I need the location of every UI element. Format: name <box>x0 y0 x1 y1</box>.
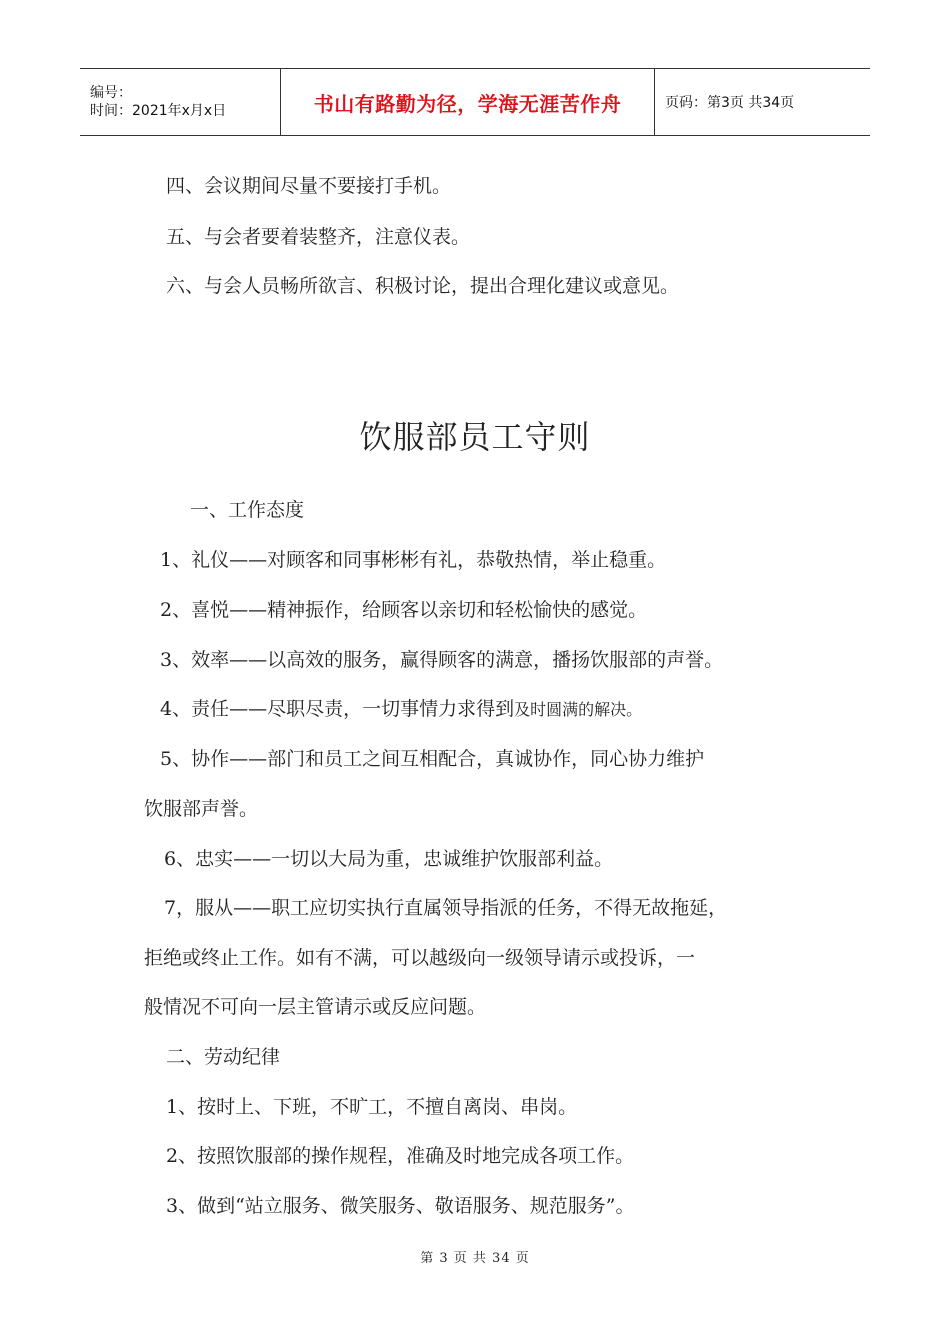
rule-line: 5、协作——部门和员工之间互相配合，真诚协作，同心协力维护 <box>160 748 705 770</box>
rule-line: 2、喜悦——精神振作，给顾客以亲切和轻松愉快的感觉。 <box>160 599 648 621</box>
document-title: 饮服部员工守则 <box>359 418 591 456</box>
paragraph-line: 四、会议期间尽量不要接打手机。 <box>166 175 452 197</box>
header-page-info-cell <box>655 69 870 135</box>
header-page-info: 页码：第3页 共34页 <box>665 95 795 111</box>
rule-line: 1、按时上、下班，不旷工，不擅自离岗、串岗。 <box>166 1096 578 1118</box>
rule-line: 2、按照饮服部的操作规程，准确及时地完成各项工作。 <box>166 1145 635 1167</box>
paragraph-line: 五、与会者要着装整齐，注意仪表。 <box>166 226 471 248</box>
rule-line: 7，服从——职工应切实执行直属领导指派的任务，不得无故拖延， <box>164 897 728 919</box>
rule-line <box>160 694 642 721</box>
header-motto-cell <box>281 69 655 135</box>
rule-line: 3、效率——以高效的服务，赢得顾客的满意，播扬饮服部的声誉。 <box>160 649 724 671</box>
header-motto: 书山有路勤为径，学海无涯苦作舟 <box>313 91 622 116</box>
section-heading: 一、工作态度 <box>190 499 305 521</box>
paragraph-line: 六、与会人员畅所欲言、积极讨论，提出合理化建议或意见。 <box>166 275 680 297</box>
header-meta <box>80 69 281 135</box>
rule-line: 1、礼仪——对顾客和同事彬彬有礼，恭敬热情，举止稳重。 <box>160 549 667 571</box>
rule-text: 4、责任——尽职尽责，一切事情力求得到 <box>160 698 515 720</box>
rule-line: 3、做到“站立服务、微笑服务、敬语服务、规范服务”。 <box>166 1195 635 1217</box>
rule-line: 拒绝或终止工作。如有不满，可以越级向一级领导请示或投诉，一 <box>144 947 696 969</box>
rule-line: 6、忠实——一切以大局为重，忠诚维护饮服部利益。 <box>164 848 614 870</box>
document-number-label: 编号： <box>90 85 132 101</box>
document-date-label: 时间：2021年x月x日 <box>90 103 227 119</box>
page-footer: 第 3 页 共 34 页 <box>420 1251 530 1266</box>
page-header <box>80 68 870 136</box>
rule-line: 般情况不可向一层主管请示或反应问题。 <box>144 996 487 1018</box>
rule-line: 饮服部声誉。 <box>144 798 259 820</box>
rule-text-small: 及时圆满的解决。 <box>514 700 643 719</box>
section-heading: 二、劳动纪律 <box>166 1046 281 1068</box>
